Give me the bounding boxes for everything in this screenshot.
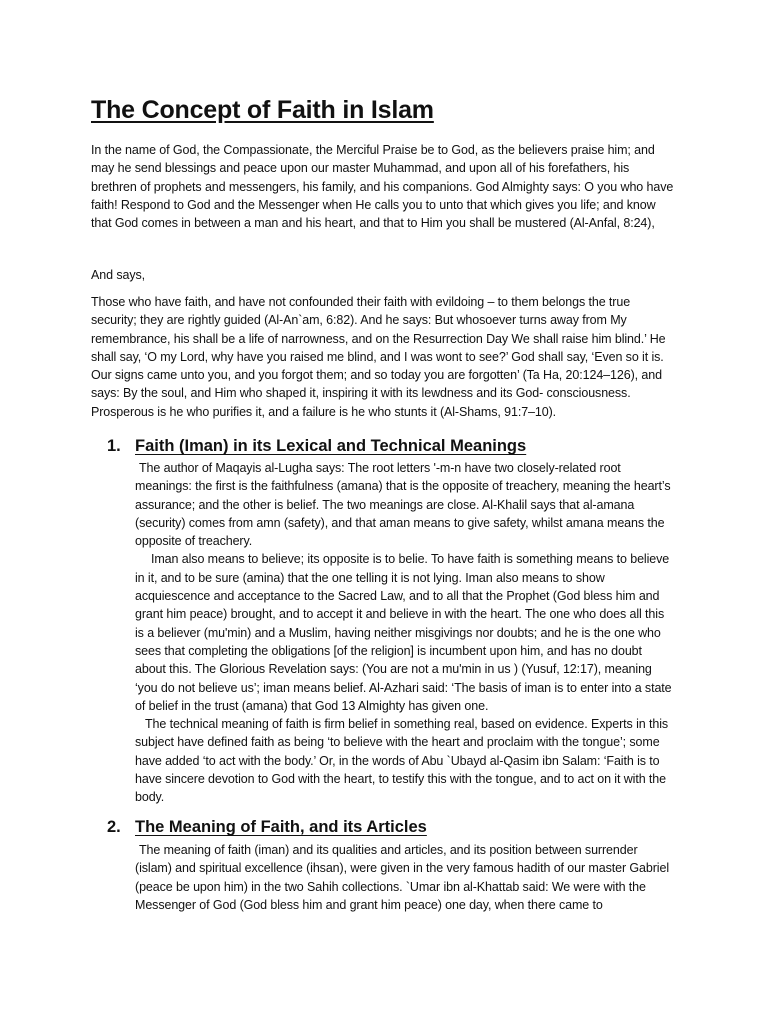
intro-paragraph: In the name of God, the Compassionate, the Merciful Praise be to God, as the believers praise him; and may he send blessings and peace upon our master Muhammad, and upon all of his forefathers, his brethren of prophets and messengers, his family, and his companions. God Almighty says: O you who have faith! Respond to God and the Messenger when He calls you to unto that which gives you life; and know that God comes in between a man and his heart, and that to Him you shall be mustered (Al-Anfal, 8:24), [91, 143, 674, 231]
section-2-body [135, 841, 675, 914]
section-1-body [135, 459, 675, 807]
document-title: The Concept of Faith in Islam [91, 96, 434, 124]
section-2-title: The Meaning of Faith, and its Articles [135, 818, 427, 836]
section-2-number: 2. [107, 818, 121, 836]
section-2-heading [107, 818, 427, 837]
verses-paragraph: Those who have faith, and have not confounded their faith with evildoing – to them belongs the true security; they are rightly guided (Al-An`am, 6:82). And he says: But whosoever turns away from My remembrance, his shall be a life of narrowness, and on the Resurrection Day We shall raise him blind.’ He shall say, ‘O my Lord, why have you raised me blind, and I was wont to see?’ God shall say, ‘Even so it is. Our signs came unto you, and you forgot them; and so today you are forgotten’ (Ta Ha, 20:124–126), and says: By the soul, and Him who shaped it, inspiring it with its lewdness and its God- consciousness. Prosperous is he who purifies it, and a failure is he who stunts it (Al-Shams, 91:7–10). [91, 295, 666, 419]
section-2-paragraph-1: The meaning of faith (iman) and its qualities and articles, and its position between surrender (islam) and spiritual excellence (ihsan), were given in the very famous hadith of our master Gabriel (peace be upon him) in the two Sahih collections. `Umar ibn al-Khattab said: We were with the Messenger of God (God bless him and grant him peace) one day, when there came to [135, 843, 669, 912]
section-1-paragraph-1: The author of Maqayis al-Lugha says: The root letters '-m-n have two closely-related root meanings: the first is the faithfulness (amana) that is the opposite of treachery, meaning the heart’s assurance; and the other is belief. The two meanings are close. Al-Khalil says that al-amana (security) comes from amn (safety), and that aman means to give safety, whilst amana means the opposite of treachery. [135, 461, 671, 549]
section-1-heading [107, 437, 526, 456]
section-1-number: 1. [107, 437, 121, 455]
section-1-paragraph-3: The technical meaning of faith is firm belief in something real, based on evidence. Experts in this subject have defined faith as being ‘to believe with the heart and proclaim with the tongue’; some have added ‘to act with the body.’ Or, in the words of Abu `Ubayd al-Qasim ibn Salam: ‘Faith is to have sincere devotion to God with the heart, to testify this with the tongue, and to act on it with the body. [135, 717, 669, 805]
section-1-title: Faith (Iman) in its Lexical and Technical Meanings [135, 437, 527, 455]
and-says-line: And says, [91, 268, 145, 282]
section-1-paragraph-2: Iman also means to believe; its opposite is to belie. To have faith is something means to believe in it, and to be sure (amina) that the one telling it is not lying. Iman also means to show acquiescence and acceptance to the Sacred Law, and to all that the Prophet (God bless him and grant him peace) brought, and to accept it and believe in with the heart. The one who does all this is a believer (mu'min) and a Muslim, having neither misgivings nor doubts; and he is the one who sees that completing the obligations [of the religion] is incumbent upon him, and has no doubt about this. The Glorious Revelation says: (You are not a mu'min in us ) (Yusuf, 12:17), meaning ‘you do not believe us’; iman means belief. Al-Azhari said: ‘The basis of iman is to enter into a state of belief in the trust (amana) that God 13 Almighty has given one. [135, 552, 672, 713]
